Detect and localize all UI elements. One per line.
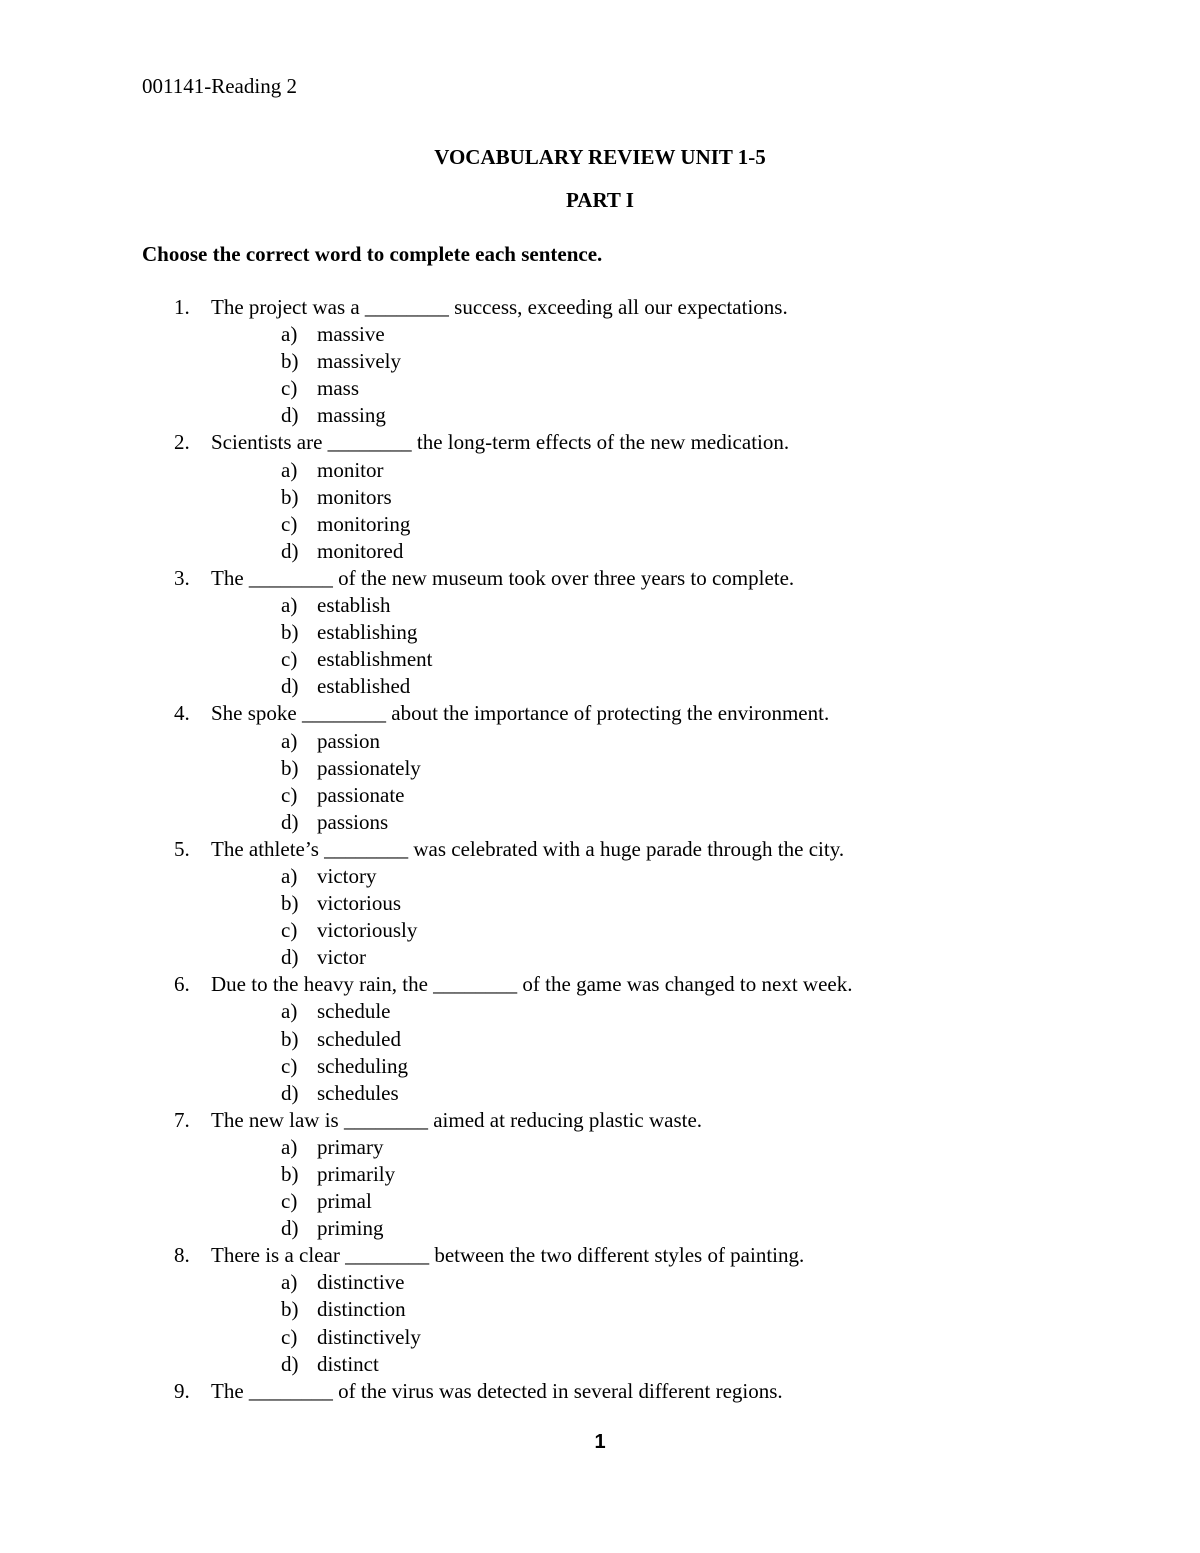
page-title: VOCABULARY REVIEW UNIT 1-5 — [434, 145, 766, 169]
option-letter: c) — [281, 1189, 298, 1214]
question-text: Scientists are ________ the long-term effects of the new medication. — [211, 430, 790, 455]
option-letter: d) — [281, 945, 299, 970]
option-text: mass — [317, 376, 359, 401]
question-item — [0, 1378, 1200, 1405]
option-letter: b) — [281, 484, 299, 509]
option-letter: b) — [281, 1162, 299, 1186]
question-line — [0, 971, 1200, 998]
answer-option — [0, 944, 1200, 971]
option-text: massively — [317, 349, 401, 374]
answer-option — [0, 998, 1200, 1025]
page-number: 1 — [594, 1431, 606, 1453]
option-letter: d) — [281, 1216, 299, 1241]
question-item — [0, 294, 1200, 429]
option-letter: d) — [281, 1080, 299, 1105]
option-text: passion — [317, 728, 380, 753]
answer-option — [0, 809, 1200, 836]
option-text: schedule — [317, 999, 391, 1024]
option-letter: b) — [281, 891, 299, 916]
option-text: distinctive — [317, 1270, 405, 1295]
option-letter: d) — [281, 1351, 299, 1376]
answer-option — [0, 1026, 1200, 1053]
option-letter: c) — [281, 1324, 298, 1349]
option-text: monitor — [317, 457, 384, 482]
option-letter: a) — [281, 863, 298, 888]
option-letter: d) — [281, 674, 299, 699]
option-text: establishment — [317, 647, 433, 672]
question-item — [0, 971, 1200, 1106]
answer-option — [0, 321, 1200, 348]
option-letter: a) — [281, 593, 298, 618]
option-letter: b) — [281, 349, 299, 374]
question-number: 1. — [174, 295, 190, 319]
instruction-text: Choose the correct word to complete each sentence. — [142, 242, 603, 266]
option-text: passionately — [317, 755, 421, 780]
answer-option — [0, 1053, 1200, 1080]
option-letter: a) — [281, 999, 298, 1024]
answer-option — [0, 484, 1200, 511]
question-line — [0, 836, 1200, 863]
question-text: She spoke ________ about the importance of protecting the environment. — [211, 701, 830, 726]
option-letter: d) — [281, 538, 299, 563]
question-number: 3. — [174, 565, 190, 590]
option-letter: c) — [281, 782, 298, 807]
option-letter: c) — [281, 1053, 298, 1078]
answer-option — [0, 1188, 1200, 1215]
answer-option — [0, 1351, 1200, 1378]
answer-option — [0, 1296, 1200, 1323]
option-text: victoriously — [317, 918, 418, 943]
option-text: established — [317, 674, 411, 699]
question-number: 9. — [174, 1378, 190, 1403]
answer-option — [0, 673, 1200, 700]
answer-option — [0, 619, 1200, 646]
answer-option — [0, 917, 1200, 944]
option-text: monitored — [317, 538, 404, 563]
option-letter: b) — [281, 755, 299, 780]
question-text: The athlete’s ________ was celebrated with a huge parade through the city. — [211, 836, 845, 861]
option-text: primary — [317, 1134, 384, 1159]
option-text: schedules — [317, 1080, 399, 1105]
option-text: monitors — [317, 484, 392, 509]
answer-option — [0, 457, 1200, 484]
answer-option — [0, 511, 1200, 538]
answer-option — [0, 1269, 1200, 1296]
option-text: establishing — [317, 620, 418, 645]
option-letter: b) — [281, 620, 299, 645]
question-item — [0, 1107, 1200, 1242]
answer-option — [0, 755, 1200, 782]
option-letter: d) — [281, 403, 299, 428]
question-number: 4. — [174, 701, 190, 726]
question-item — [0, 429, 1200, 564]
option-text: distinctively — [317, 1324, 421, 1349]
question-number: 8. — [174, 1243, 190, 1268]
option-text: passions — [317, 809, 389, 834]
answer-option — [0, 375, 1200, 402]
answer-option — [0, 1324, 1200, 1351]
option-text: primal — [317, 1189, 372, 1214]
option-letter: a) — [281, 322, 298, 347]
option-text: scheduled — [317, 1026, 401, 1051]
option-letter: c) — [281, 511, 298, 536]
option-text: massing — [317, 403, 386, 428]
answer-option — [0, 1080, 1200, 1107]
option-letter: b) — [281, 1297, 299, 1322]
question-item — [0, 700, 1200, 835]
option-text: victorious — [317, 891, 401, 916]
answer-option — [0, 402, 1200, 429]
option-text: priming — [317, 1216, 384, 1241]
answer-option — [0, 728, 1200, 755]
question-text: There is a clear ________ between the two different styles of painting. — [211, 1243, 805, 1268]
document-code: 001141-Reading 2 — [142, 74, 297, 98]
option-text: distinct — [317, 1351, 379, 1376]
question-item — [0, 836, 1200, 971]
question-number: 5. — [174, 836, 190, 861]
question-line — [0, 294, 1200, 321]
question-number: 7. — [174, 1107, 190, 1132]
option-letter: a) — [281, 728, 298, 753]
part-heading: PART I — [566, 188, 634, 212]
answer-option — [0, 592, 1200, 619]
answer-option — [0, 538, 1200, 565]
option-text: victor — [317, 945, 366, 970]
option-letter: a) — [281, 1134, 298, 1159]
option-letter: a) — [281, 457, 298, 482]
question-list — [0, 294, 1200, 1405]
question-number: 2. — [174, 430, 190, 455]
answer-option — [0, 782, 1200, 809]
question-line — [0, 429, 1200, 456]
question-line — [0, 1242, 1200, 1269]
question-text: The ________ of the new museum took over three years to complete. — [211, 565, 795, 590]
question-text: Due to the heavy rain, the ________ of the game was changed to next week. — [211, 972, 853, 997]
option-letter: c) — [281, 918, 298, 943]
answer-option — [0, 1134, 1200, 1161]
question-line — [0, 565, 1200, 592]
question-text: The new law is ________ aimed at reducing plastic waste. — [211, 1107, 703, 1132]
option-text: establish — [317, 593, 391, 618]
option-text: primarily — [317, 1162, 396, 1186]
question-line — [0, 1107, 1200, 1134]
answer-option — [0, 348, 1200, 375]
answer-option — [0, 863, 1200, 890]
question-text: The ________ of the virus was detected in several different regions. — [211, 1378, 783, 1403]
option-letter: b) — [281, 1026, 299, 1051]
option-letter: d) — [281, 809, 299, 834]
option-text: distinction — [317, 1297, 406, 1322]
option-text: scheduling — [317, 1053, 408, 1078]
answer-option — [0, 1161, 1200, 1188]
question-number: 6. — [174, 972, 190, 997]
option-text: victory — [317, 863, 377, 888]
question-item — [0, 1242, 1200, 1377]
answer-option — [0, 1215, 1200, 1242]
question-line — [0, 1378, 1200, 1405]
option-text: monitoring — [317, 511, 411, 536]
answer-option — [0, 890, 1200, 917]
option-text: passionate — [317, 782, 405, 807]
question-text: The project was a ________ success, exceeding all our expectations. — [211, 295, 788, 319]
option-letter: c) — [281, 376, 298, 401]
option-letter: a) — [281, 1270, 298, 1295]
answer-option — [0, 646, 1200, 673]
question-item — [0, 565, 1200, 700]
option-text: massive — [317, 322, 385, 347]
question-line — [0, 700, 1200, 727]
option-letter: c) — [281, 647, 298, 672]
